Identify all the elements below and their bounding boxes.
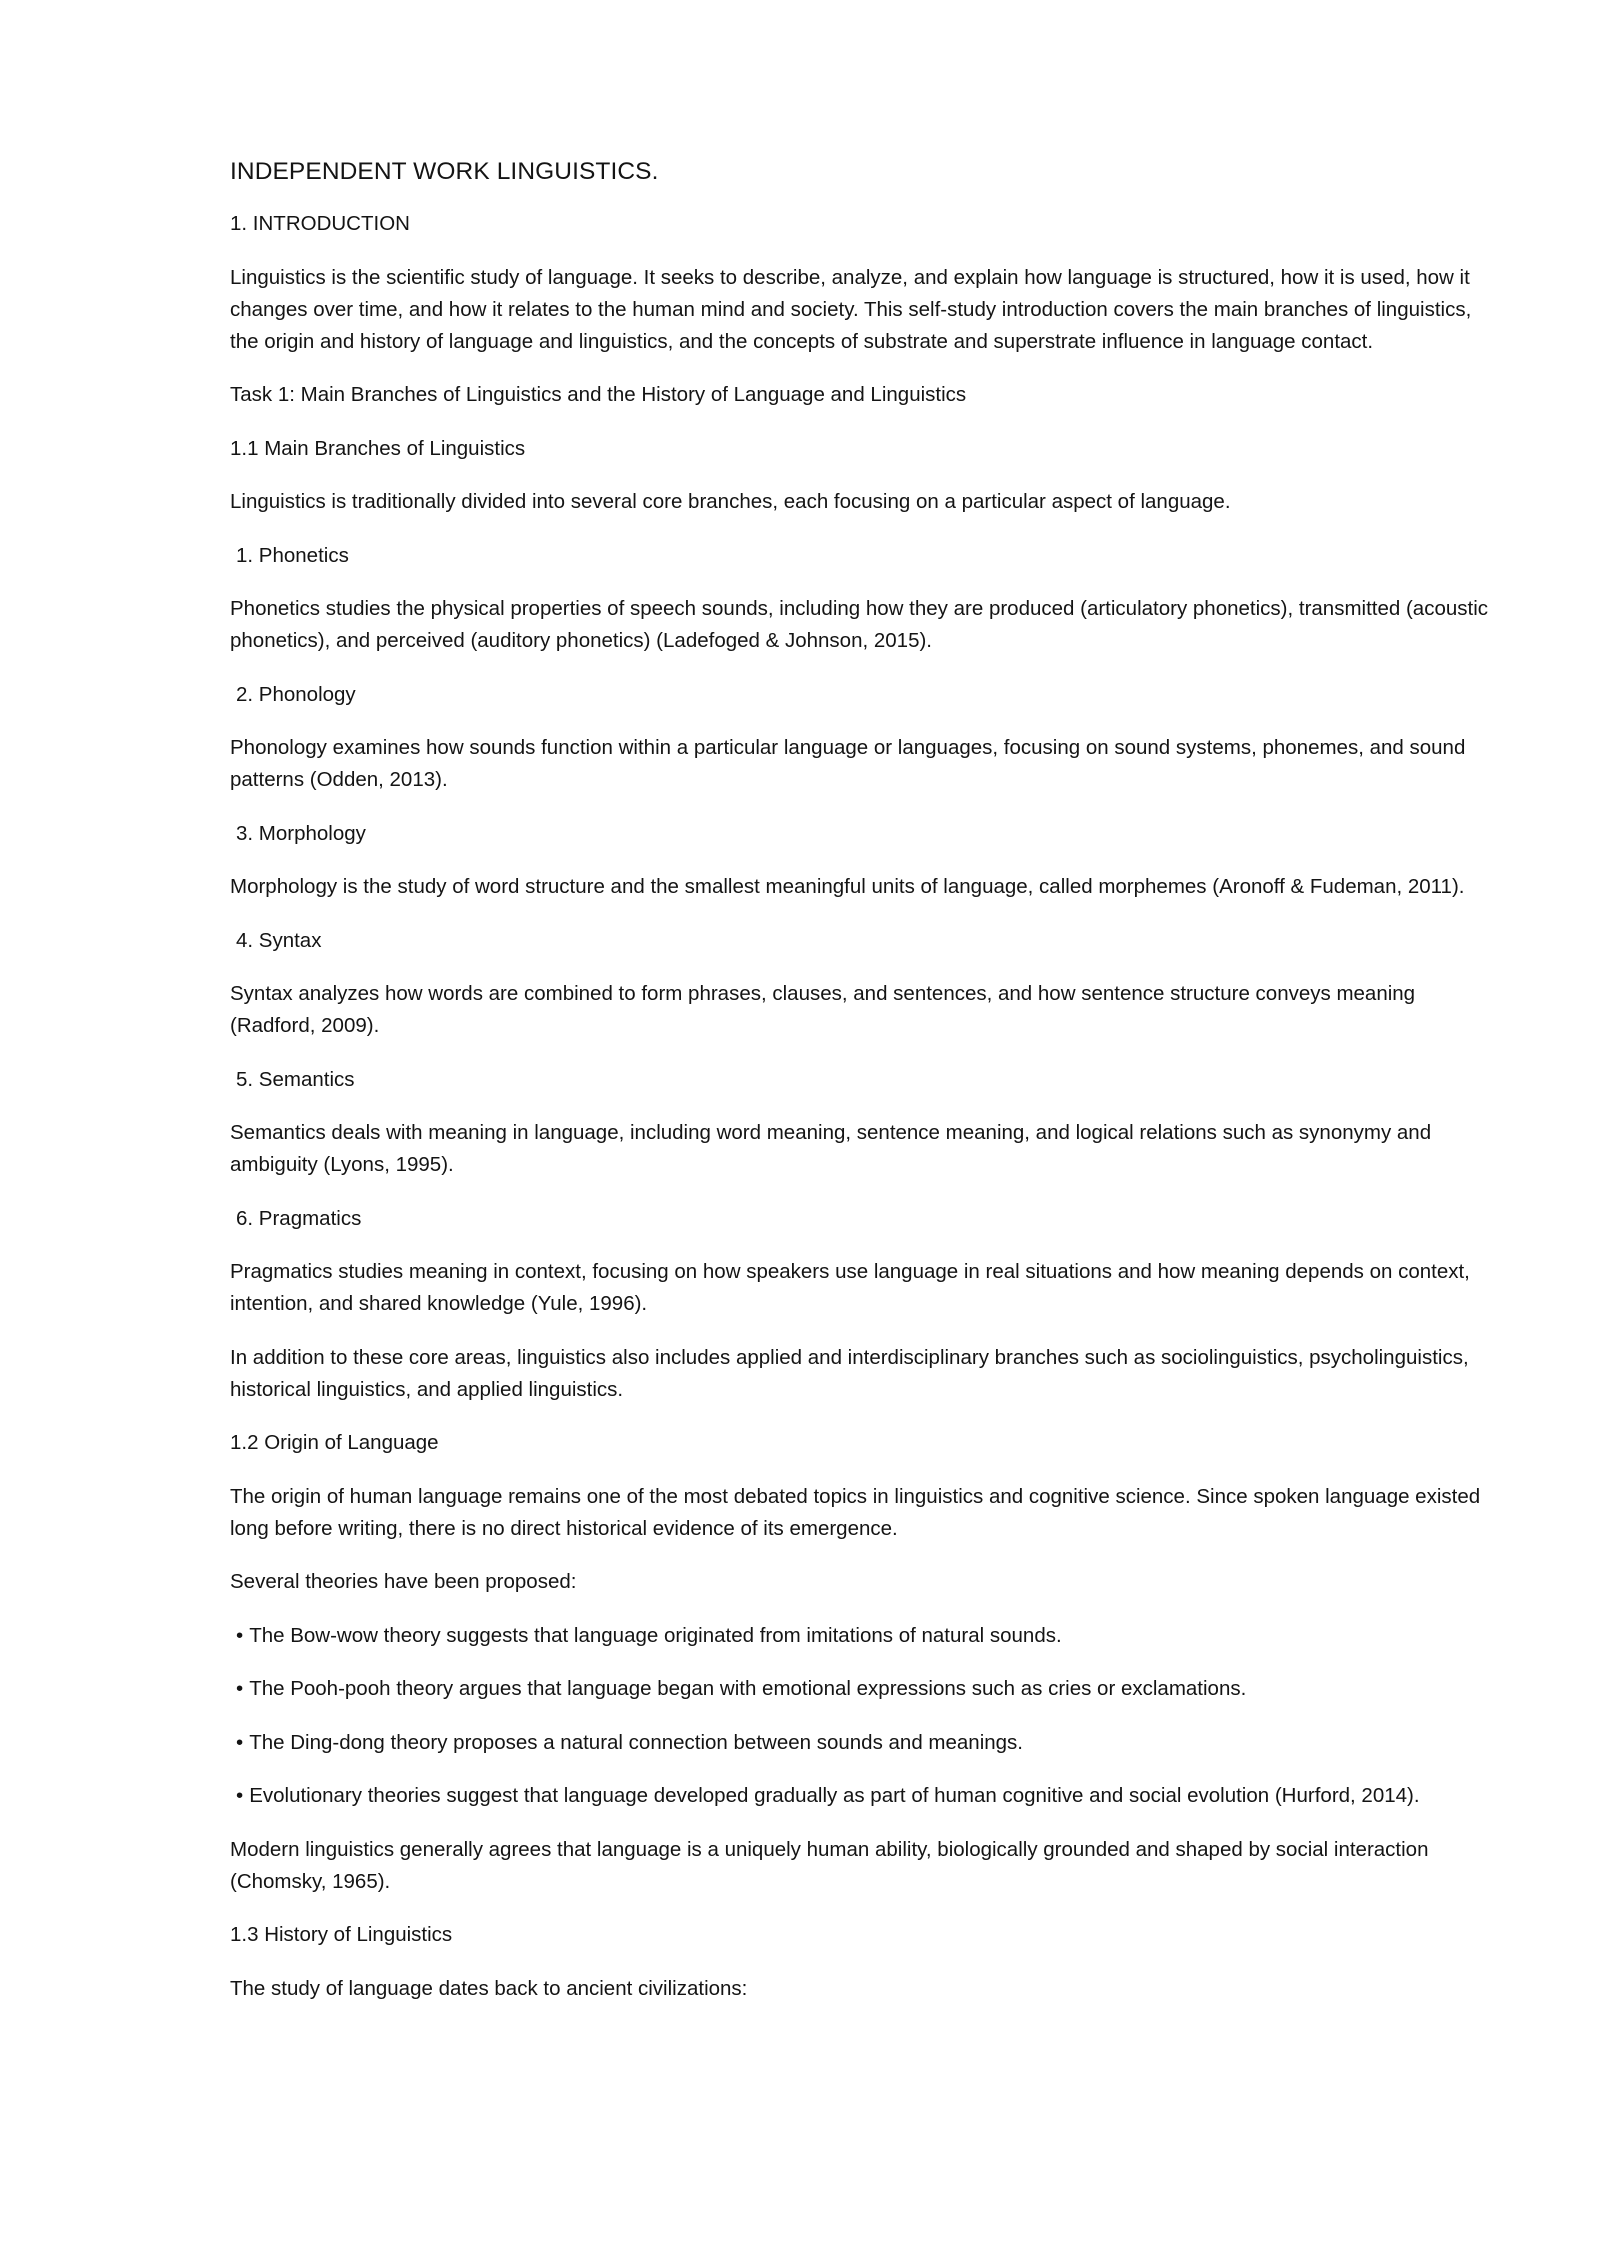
theory-text: Evolutionary theories suggest that language developed gradually as part of human cognitive and social evolution (Hurford, 2014).	[249, 1784, 1420, 1807]
introduction-paragraph: Linguistics is the scientific study of language. It seeks to describe, analyze, and explain how language is structured, how it is used, how it changes over time, and how it relates to the human mind and society. This self-study introduction covers the main branches of linguistics, the origin and history of language and linguistics, and the concepts of substrate and superstrate influence in language contact.	[230, 265, 1472, 353]
section-1-1-intro: Linguistics is traditionally divided into several core branches, each focusing on a particular aspect of language.	[230, 490, 1231, 513]
branch-syntax-text: Syntax analyzes how words are combined to form phrases, clauses, and sentences, and how sentence structure conveys meaning (Radford, 2009).	[230, 982, 1416, 1037]
bullet-icon: •	[236, 1623, 244, 1647]
bullet-icon: •	[236, 1677, 244, 1700]
theory-text: The Pooh-pooh theory argues that language began with emotional expressions such as cries or exclamations.	[249, 1677, 1247, 1700]
theory-text: The Bow-wow theory suggests that language originated from imitations of natural sounds.	[249, 1623, 1062, 1647]
introduction-heading: 1. INTRODUCTION	[230, 212, 410, 235]
branches-addition-paragraph: In addition to these core areas, linguistics also includes applied and interdisciplinary branches such as sociolinguistics, psycholinguistics, historical linguistics, and applied linguistics.	[230, 1345, 1469, 1401]
theory-pooh-pooh	[230, 1673, 1490, 1705]
bullet-icon: •	[236, 1730, 244, 1754]
section-1-2-conclusion: Modern linguistics generally agrees that language is a uniquely human ability, biologically grounded and shaped by social interaction (Chomsky, 1965).	[230, 1837, 1429, 1893]
document-page	[230, 154, 1490, 2026]
branch-pragmatics-label: 6. Pragmatics	[236, 1206, 362, 1230]
section-1-1-heading: 1.1 Main Branches of Linguistics	[230, 436, 526, 460]
branch-semantics-label: 5. Semantics	[236, 1067, 355, 1091]
section-1-3-heading: 1.3 History of Linguistics	[230, 1923, 453, 1946]
branch-morphology-text: Morphology is the study of word structure and the smallest meaningful units of language, called morphemes (Aronoff & Fudeman, 2011).	[230, 875, 1465, 898]
theory-ding-dong	[230, 1727, 1490, 1759]
branch-phonology-label: 2. Phonology	[236, 682, 356, 706]
theory-evolutionary	[230, 1780, 1490, 1812]
theories-intro: Several theories have been proposed:	[230, 1570, 577, 1593]
branch-phonetics-label: 1. Phonetics	[236, 543, 349, 567]
branch-phonology-text: Phonology examines how sounds function within a particular language or languages, focusing on sound systems, phonemes, and sound patterns (Odden, 2013).	[230, 736, 1466, 791]
branch-syntax-label: 4. Syntax	[236, 928, 322, 952]
bullet-icon: •	[236, 1784, 244, 1807]
branch-semantics-text: Semantics deals with meaning in language, including word meaning, sentence meaning, and logical relations such as synonymy and ambiguity (Lyons, 1995).	[230, 1121, 1432, 1176]
branch-pragmatics-text: Pragmatics studies meaning in context, focusing on how speakers use language in real situations and how meaning depends on context, intention, and shared knowledge (Yule, 1996).	[230, 1260, 1470, 1315]
section-1-2-intro: The origin of human language remains one of the most debated topics in linguistics and cognitive science. Since spoken language existed long before writing, there is no direct historical evidence of its emergence.	[230, 1484, 1481, 1540]
section-1-3-intro: The study of language dates back to ancient civilizations:	[230, 1976, 748, 2000]
section-1-2-heading: 1.2 Origin of Language	[230, 1431, 439, 1454]
theory-text: The Ding-dong theory proposes a natural connection between sounds and meanings.	[249, 1730, 1024, 1754]
branch-phonetics-text: Phonetics studies the physical properties of speech sounds, including how they are produced (articulatory phonetics), transmitted (acoustic phonetics), and perceived (auditory phonetics) (Ladefoged & Johnson, 2015).	[230, 597, 1489, 652]
task-1-heading: Task 1: Main Branches of Linguistics and the History of Language and Linguistics	[230, 383, 967, 406]
document-title: INDEPENDENT WORK LINGUISTICS.	[230, 158, 659, 185]
branch-morphology-label: 3. Morphology	[236, 821, 366, 845]
theory-bow-wow	[230, 1620, 1490, 1652]
